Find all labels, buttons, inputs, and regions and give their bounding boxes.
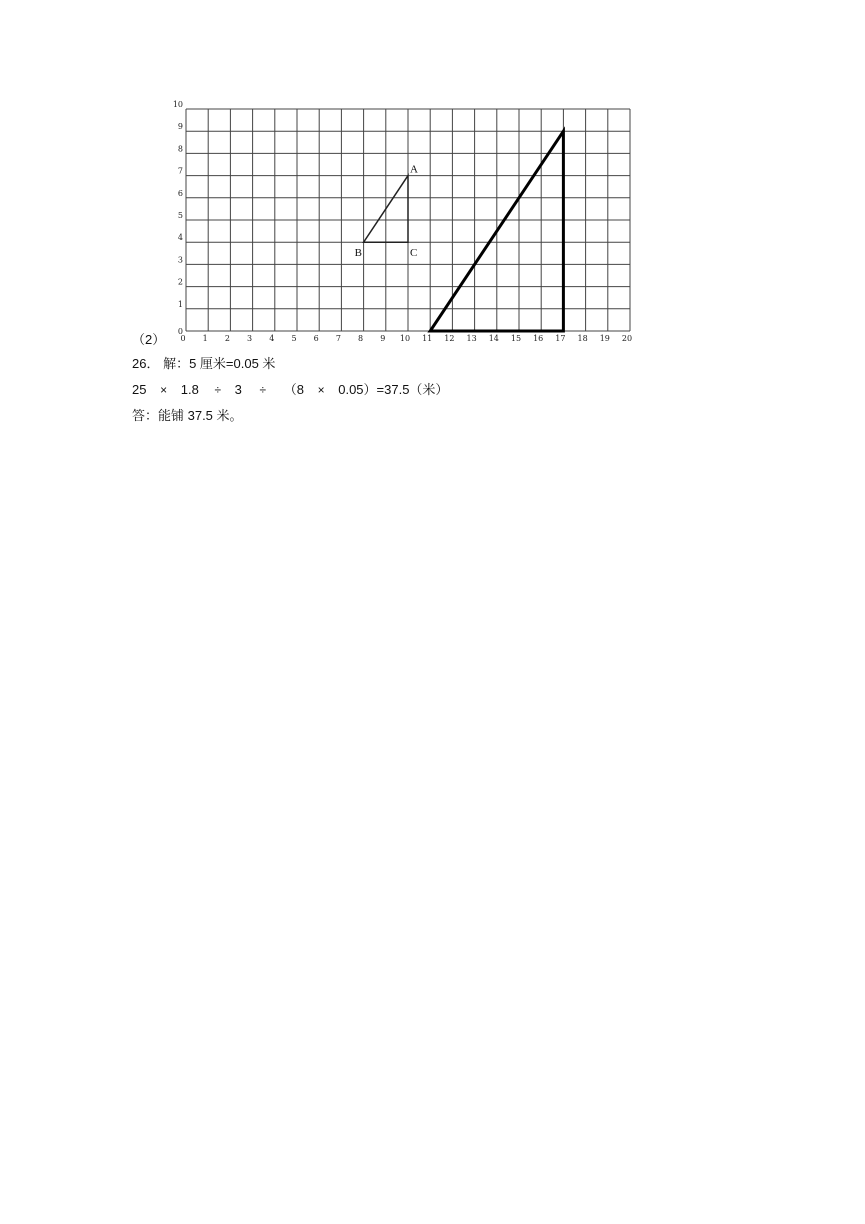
y-tick-label: 5 [177, 211, 183, 220]
x-tick-label: 11 [422, 334, 433, 343]
answer-26-line-3: 答：能铺 37.5 米。 [132, 408, 243, 423]
x-tick-label: 19 [599, 334, 610, 343]
y-tick-label: 10 [172, 100, 183, 109]
y-tick-label: 4 [177, 233, 183, 243]
x-tick-label: 14 [488, 334, 499, 343]
x-tick-label: 1 [202, 334, 208, 343]
coordinate-grid-figure [0, 0, 865, 360]
answer-26-line-2 [132, 382, 448, 398]
x-tick-label: 3 [247, 334, 253, 343]
x-tick-label: 5 [291, 334, 297, 343]
x-tick-label: 17 [555, 334, 566, 343]
vertex-label-a: A [410, 163, 418, 176]
term-3: 3 [234, 382, 242, 397]
y-tick-label: 7 [177, 166, 183, 176]
x-tick-label: 13 [466, 334, 477, 343]
x-tick-label: 16 [533, 334, 544, 343]
multiply-symbol-2: × [317, 383, 325, 397]
divide-symbol: ÷ [214, 383, 222, 397]
y-tick-label: 2 [177, 277, 183, 287]
multiply-symbol: × [160, 383, 168, 397]
y-tick-label: 9 [177, 122, 183, 132]
part-label: （2） [132, 332, 166, 347]
x-tick-label: 20 [621, 334, 633, 343]
term-8: （8 [283, 382, 304, 397]
y-tick-label: 6 [177, 188, 183, 198]
vertex-label-b: B [354, 247, 362, 260]
x-tick-label: 7 [335, 334, 341, 343]
y-tick-label: 3 [177, 255, 183, 265]
y-tick-label: 0 [177, 327, 183, 336]
vertex-label-c: C [410, 247, 418, 260]
x-tick-label: 15 [510, 334, 522, 343]
term-1-8: 1.8 [180, 382, 199, 397]
x-tick-label: 4 [269, 334, 275, 343]
x-tick-label: 18 [577, 334, 588, 343]
x-tick-label: 8 [358, 334, 364, 343]
x-tick-label: 12 [444, 334, 455, 343]
x-tick-label: 2 [224, 334, 230, 343]
term-25: 25 [132, 382, 147, 397]
term-result: 0.05）=37.5（米） [338, 382, 449, 397]
x-tick-label: 9 [380, 334, 386, 343]
divide-symbol-2: ÷ [259, 383, 267, 397]
x-tick-label: 0 [180, 334, 186, 343]
y-tick-label: 1 [177, 299, 183, 309]
x-tick-label: 10 [399, 334, 411, 343]
y-tick-label: 8 [177, 144, 183, 154]
answer-26-line-1: 26． 解：5 厘米=0.05 米 [132, 356, 276, 371]
x-tick-label: 6 [313, 334, 319, 343]
